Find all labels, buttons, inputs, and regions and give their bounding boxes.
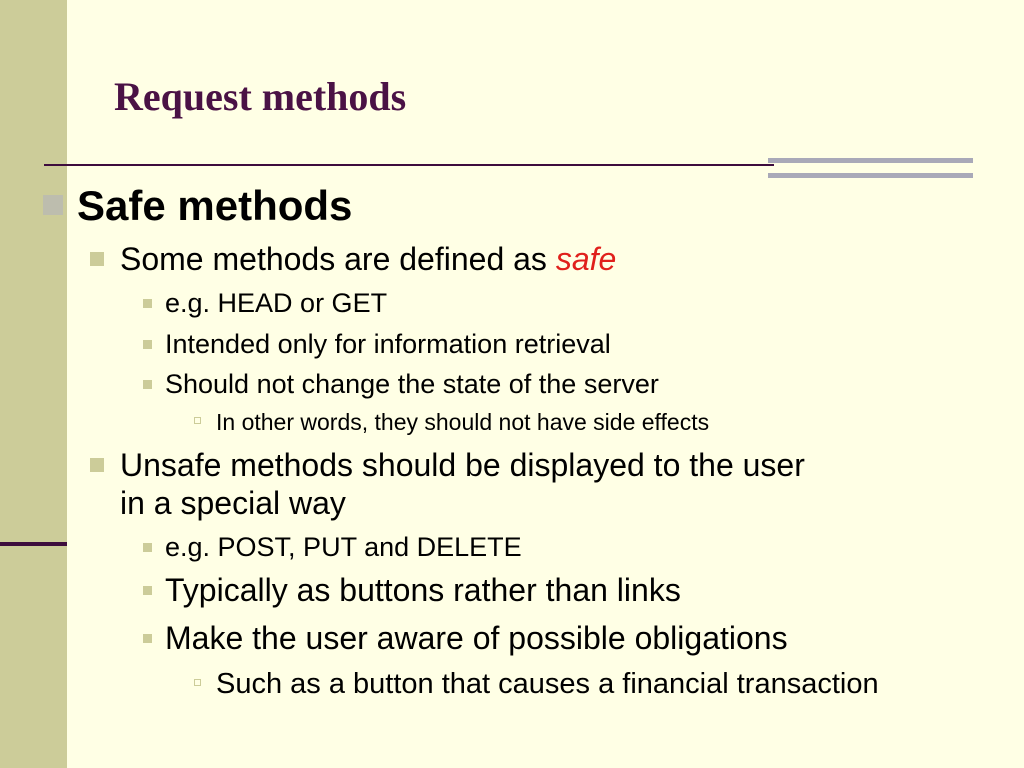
square-bullet-icon: [143, 299, 152, 308]
post-put-delete-text: e.g. POST, PUT and DELETE: [165, 532, 522, 562]
financial-item: [216, 667, 879, 701]
post-put-delete-item: [165, 531, 522, 563]
buttons-item: [165, 571, 681, 609]
hollow-square-bullet-icon: [194, 417, 201, 424]
safe-definition-item: [120, 240, 616, 278]
square-bullet-icon: [143, 586, 152, 595]
head-get-text: e.g. HEAD or GET: [165, 288, 388, 318]
head-get-item: [165, 287, 387, 319]
sidebar-accent-line: [0, 542, 67, 546]
unsafe-methods-text-line2: in a special way: [120, 485, 346, 521]
info-retrieval-text: Intended only for information retrieval: [165, 329, 611, 359]
no-state-change-item: [165, 368, 659, 400]
sidebar-band: [0, 0, 67, 768]
slide-title: Request methods: [114, 74, 407, 119]
square-bullet-icon: [143, 543, 152, 552]
side-effects-text: In other words, they should not have side effects: [216, 409, 710, 435]
divider-accent-top: [768, 158, 973, 163]
no-state-change-text: Should not change the state of the server: [165, 369, 659, 399]
side-effects-item: [216, 408, 709, 436]
heading-text: Safe methods: [77, 182, 353, 229]
square-bullet-icon: [90, 458, 104, 472]
safe-emphasis-text: safe: [555, 241, 617, 277]
obligations-text: Make the user aware of possible obligations: [165, 620, 788, 656]
square-bullet-icon: [90, 252, 104, 266]
square-bullet-icon: [143, 340, 152, 349]
title-divider: [44, 164, 774, 166]
obligations-item: [165, 619, 788, 657]
buttons-text: Typically as buttons rather than links: [165, 572, 681, 608]
unsafe-methods-item: [120, 446, 805, 522]
heading-item: [77, 181, 352, 231]
unsafe-methods-text-line1: Unsafe methods should be displayed to the user: [120, 447, 805, 483]
info-retrieval-item: [165, 328, 611, 360]
financial-text: Such as a button that causes a financial transaction: [216, 668, 879, 700]
square-bullet-icon: [143, 634, 152, 643]
divider-accent-bottom: [768, 173, 973, 178]
square-bullet-icon: [43, 195, 63, 215]
hollow-square-bullet-icon: [194, 679, 201, 686]
safe-definition-text: Some methods are defined as: [120, 241, 556, 277]
square-bullet-icon: [143, 380, 152, 389]
